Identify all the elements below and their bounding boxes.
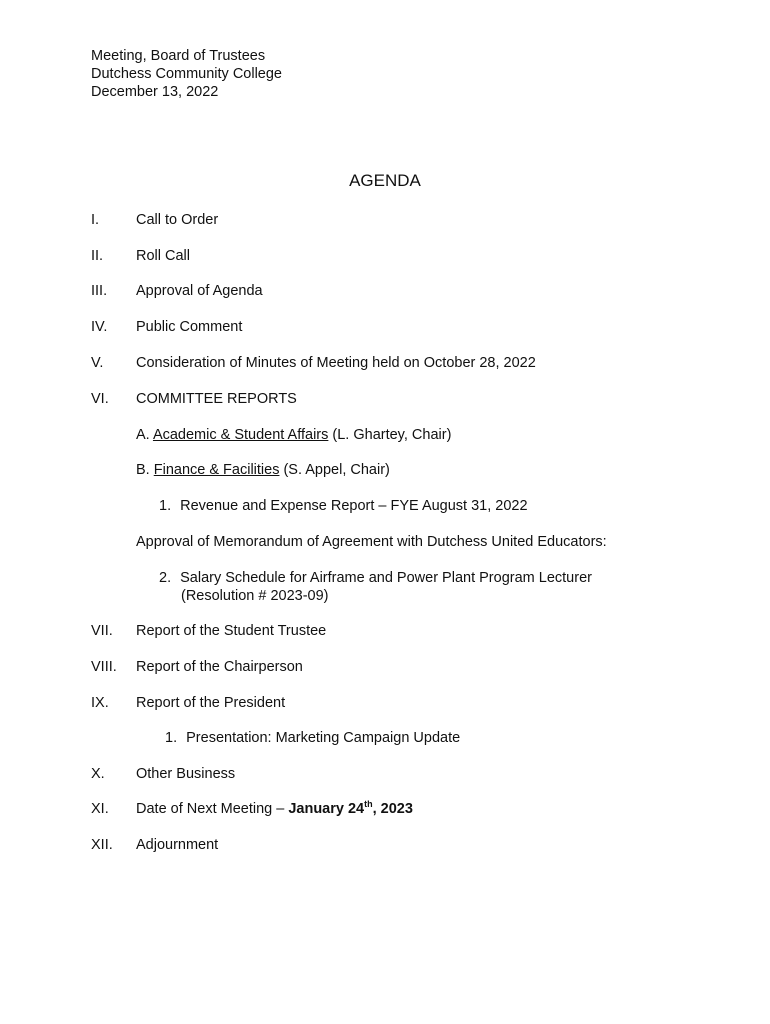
item-number: II. — [91, 248, 104, 264]
next-meeting-date: January 24th, 2023 — [288, 799, 413, 817]
item-text: Adjournment — [136, 837, 219, 853]
item-number: VIII. — [91, 659, 117, 675]
item-number: XII. — [91, 837, 113, 853]
item-text: Date of Next Meeting – — [136, 801, 289, 817]
sub-item — [159, 569, 592, 587]
item-text: Report of the Student Trustee — [136, 623, 327, 639]
sub-item-number: 1. — [165, 730, 178, 746]
item-text: COMMITTEE REPORTS — [136, 391, 297, 407]
header-college: Dutchess Community College — [91, 66, 282, 82]
item-text: Report of the Chairperson — [136, 659, 303, 675]
item-number: X. — [91, 766, 105, 782]
sub-item-number: 2. — [159, 570, 172, 586]
item-number: VI. — [91, 391, 109, 407]
committee-b — [136, 461, 390, 479]
sub-item-text: Revenue and Expense Report – FYE August 31, 2022 — [180, 498, 528, 514]
sub-item-continuation: (Resolution # 2023-09) — [181, 588, 329, 604]
sub-item-text: Salary Schedule for Airframe and Power Plant Program Lecturer — [180, 570, 592, 586]
sub-item — [159, 497, 528, 515]
item-text: Report of the President — [136, 695, 286, 711]
item-text: Roll Call — [136, 248, 190, 264]
item-number: I. — [91, 212, 100, 228]
item-text: Public Comment — [136, 319, 243, 335]
item-text: Call to Order — [136, 212, 219, 228]
item-number: IX. — [91, 695, 109, 711]
sub-item-text: Presentation: Marketing Campaign Update — [186, 730, 461, 746]
item-text-wrap — [136, 800, 413, 818]
header-date: December 13, 2022 — [91, 84, 219, 100]
item-text: Approval of Agenda — [136, 283, 263, 299]
sub-letter: A. — [136, 427, 150, 443]
page-title: AGENDA — [349, 171, 421, 190]
memorandum-line: Approval of Memorandum of Agreement with Dutchess United Educators: — [136, 534, 607, 550]
committee-a — [136, 426, 451, 444]
committee-name: Academic & Student Affairs — [152, 427, 329, 443]
document-header — [91, 47, 282, 101]
committee-chair: (L. Ghartey, Chair) — [328, 427, 452, 443]
item-number: IV. — [91, 319, 108, 335]
sub-letter: B. — [136, 462, 150, 478]
header-meeting: Meeting, Board of Trustees — [91, 48, 266, 64]
committee-chair: (S. Appel, Chair) — [279, 462, 390, 478]
item-number: XI. — [91, 801, 109, 817]
committee-name: Finance & Facilities — [153, 462, 280, 478]
sub-item-number: 1. — [159, 498, 172, 514]
item-number: III. — [91, 283, 108, 299]
item-text: Consideration of Minutes of Meeting held on October 28, 2022 — [136, 355, 536, 371]
item-number: V. — [91, 355, 104, 371]
item-number: VII. — [91, 623, 113, 639]
item-text: Other Business — [136, 766, 236, 782]
sub-item — [165, 729, 460, 747]
